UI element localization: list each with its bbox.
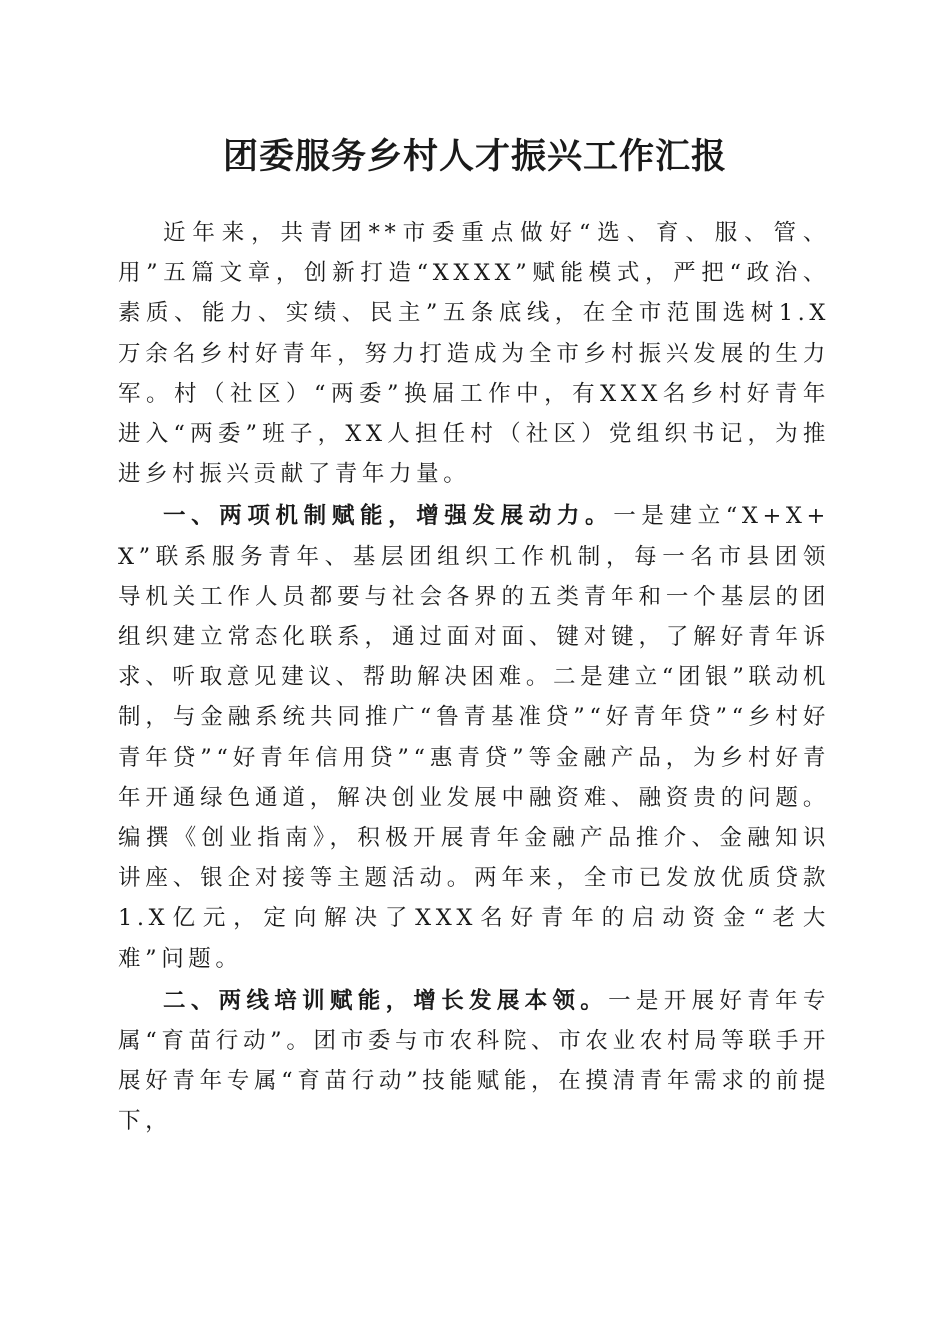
paragraph-text: 一是建立“X+X+X”联系服务青年、基层团组织工作机制，每一名市县团领导机关工作人员都要与社会各界的五类青年和一个基层的团组织建立常态化联系，通过面对面、键对键，了解好青年诉求、听取意见建议、帮助解决困难。二是建立“团银”联动机制，与金融系统共同推广“鲁青基准贷”“好青年贷”“乡村好青年贷”“好青年信用贷”“惠青贷”等金融产品，为乡村好青年开通绿色通道，解决创业发展中融资难、融资贵的问题。编撰《创业指南》，积极开展青年金融产品推介、金融知识讲座、银企对接等主题活动。两年来，全市已发放优质贷款1.X亿元，定向解决了XXX名好青年的启动资金“老大难”问题。 — [118, 503, 830, 972]
paragraph-text: 一是开展好青年专属“育苗行动”。团市委与市农科院、市农业农村局等联手开展好青年专属“育苗行动”技能赋能，在摸清青年需求的前提下， — [118, 987, 830, 1135]
paragraph-text: 近年来，共青团**市委重点做好“选、育、服、管、用”五篇文章，创新打造“XXXX”赋能模式，严把“政治、素质、能力、实绩、民主”五条底线，在全市范围选树1.X万余名乡村好青年，努力打造成为全市乡村振兴发展的生力军。村（社区）“两委”换届工作中，有XXX名乡村好青年进入“两委”班子，XX人担任村（社区）党组织书记，为推进乡村振兴贡献了青年力量。 — [118, 220, 830, 488]
paragraph-intro — [118, 213, 830, 494]
paragraph-section-1 — [118, 496, 830, 978]
document-body — [118, 213, 830, 1142]
paragraph-section-2 — [118, 981, 830, 1142]
section-heading: 二、两线培训赋能，增长发展本领。 — [163, 987, 609, 1014]
section-heading: 一、两项机制赋能，增强发展动力。 — [163, 503, 614, 530]
document-title: 团委服务乡村人才振兴工作汇报 — [222, 136, 727, 177]
